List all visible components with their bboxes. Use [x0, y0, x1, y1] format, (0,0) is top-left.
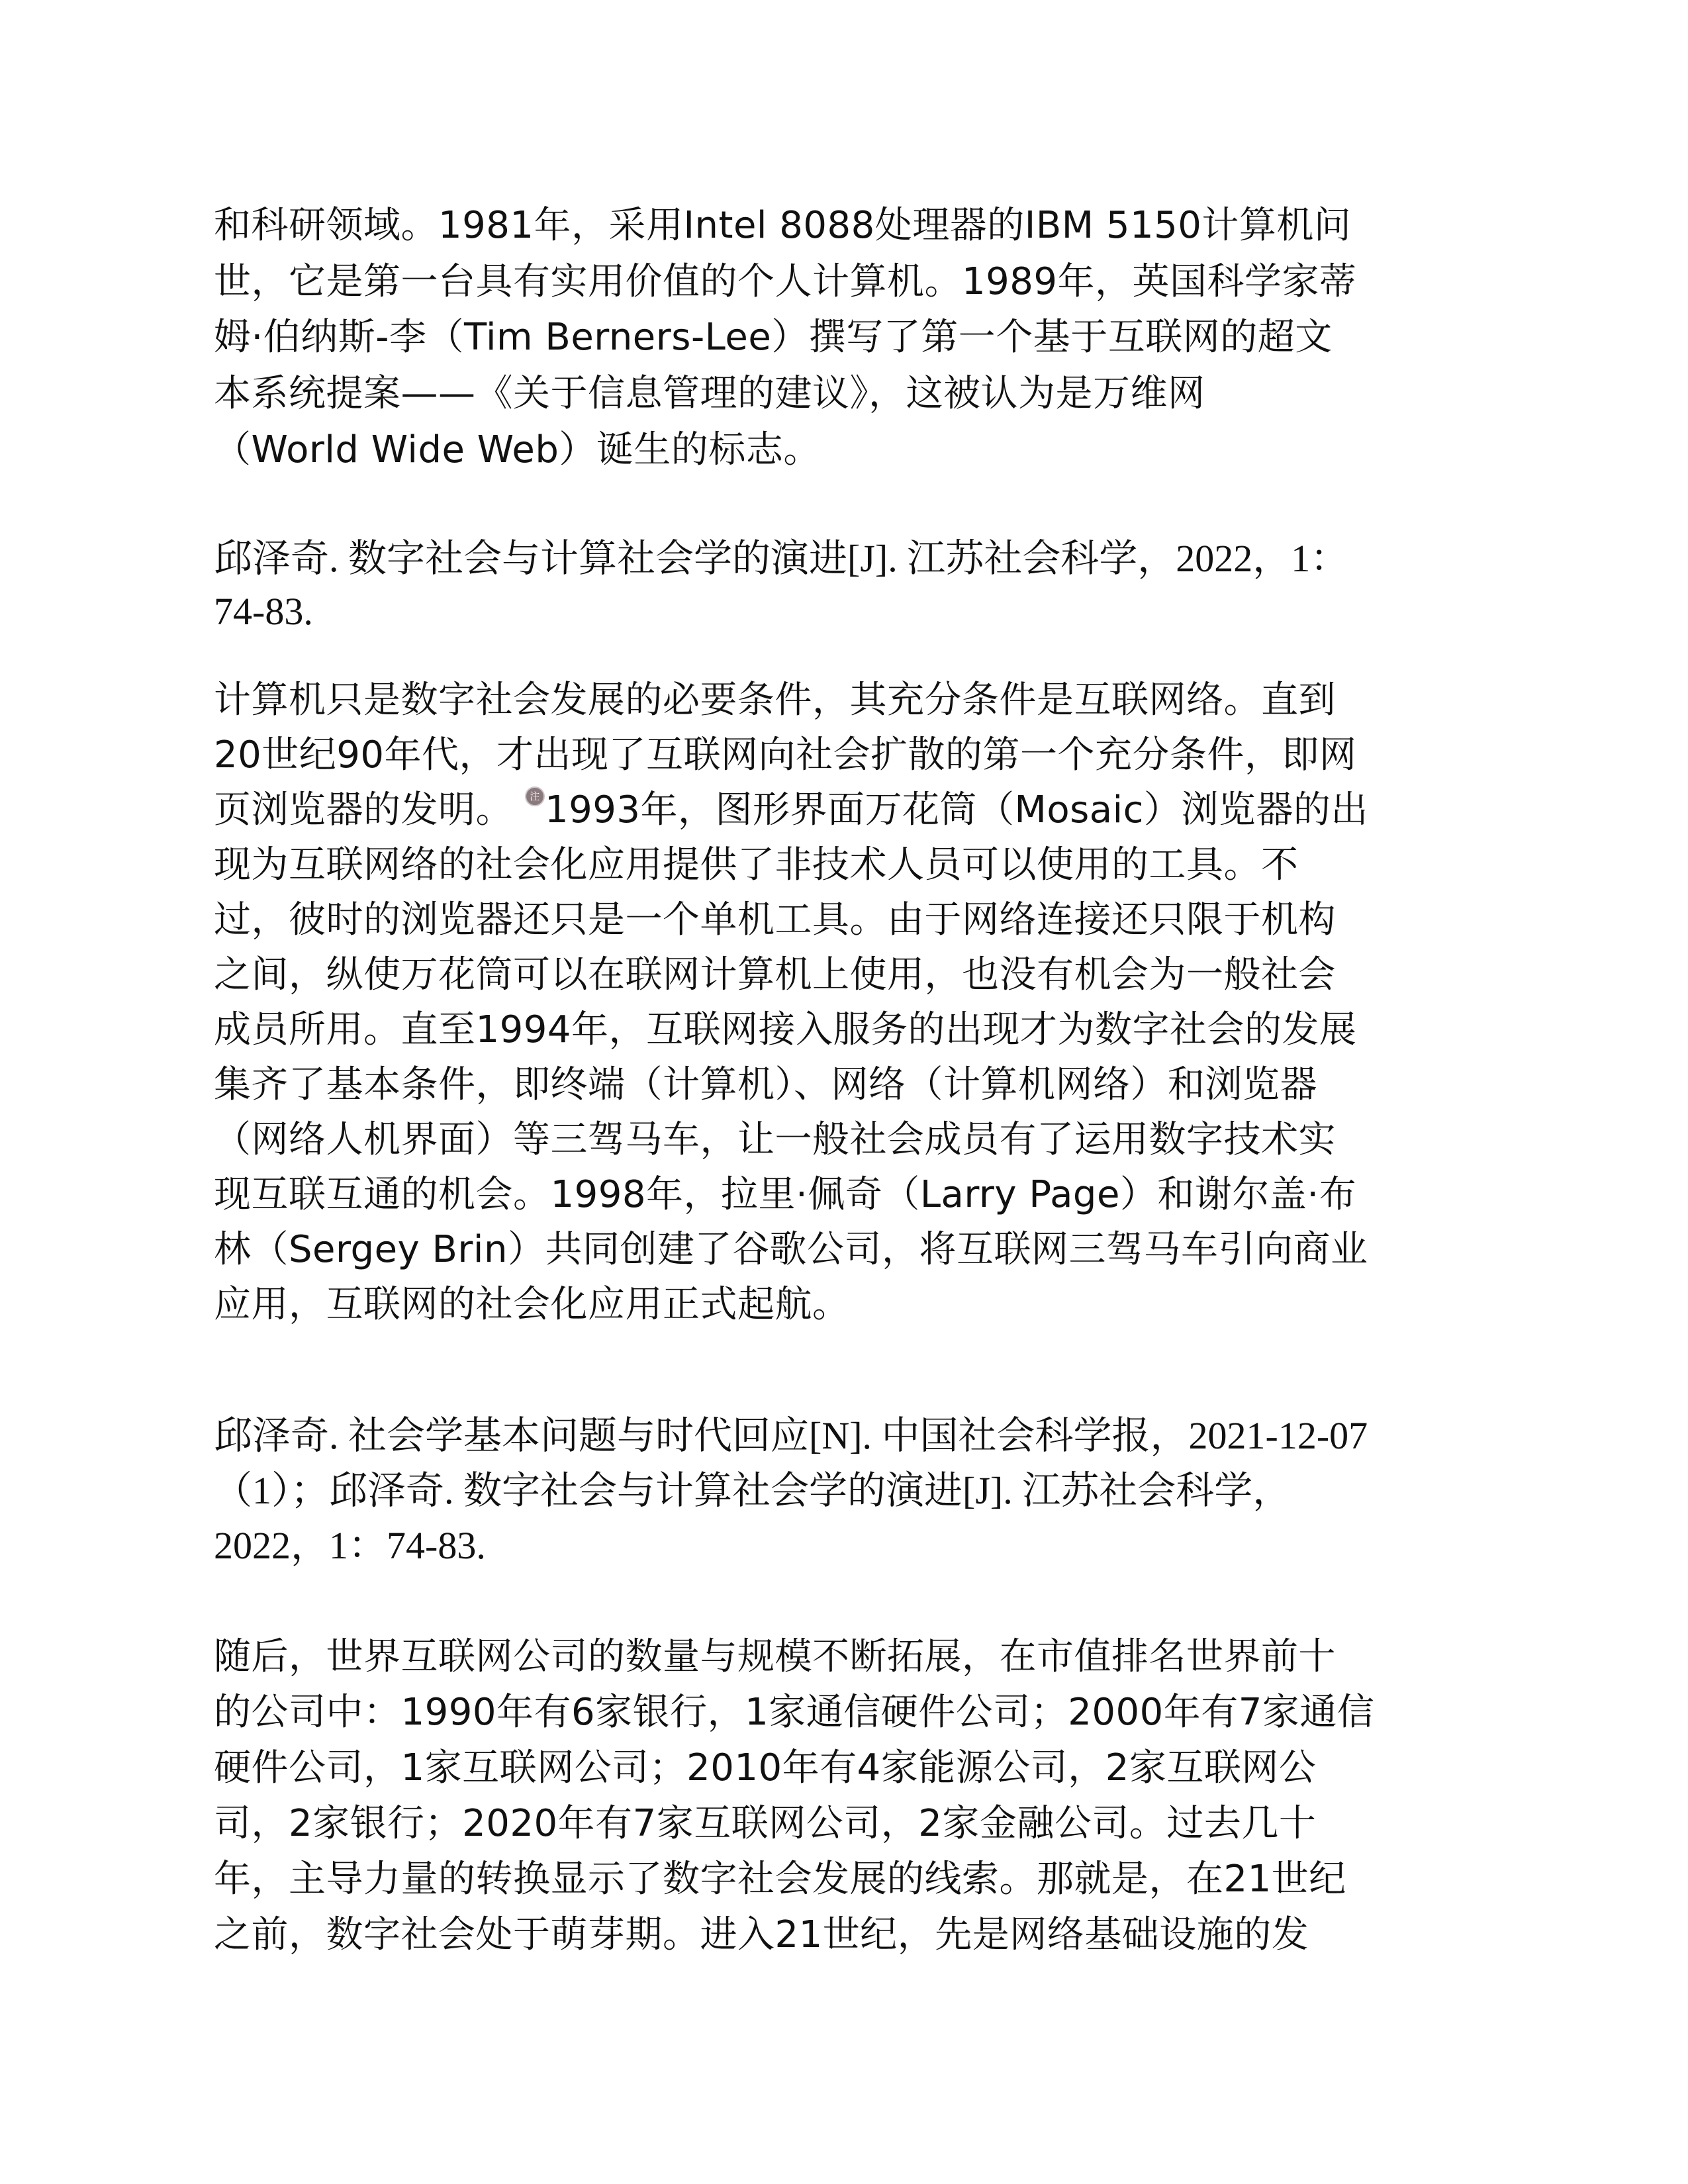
text-line: 成员所用。直至1994年，互联网接入服务的出现才为数字社会的发展 — [214, 1008, 1357, 1051]
text-line: 年，主导力量的转换显示了数字社会发展的线索。那就是，在21世纪 — [214, 1858, 1346, 1901]
citation-line: 邱泽奇. 数字社会与计算社会学的演进[J]. 江苏社会科学，2022，1： — [214, 537, 1349, 580]
text-line: 过，彼时的浏览器还只是一个单机工具。由于网络连接还只限于机构 — [214, 898, 1336, 941]
text-line: 计算机只是数字社会发展的必要条件，其充分条件是互联网络。直到 — [214, 679, 1336, 722]
text-line: 随后，世界互联网公司的数量与规模不断拓展，在市值排名世界前十 — [214, 1635, 1336, 1678]
footnote-note-icon[interactable]: 注 — [525, 786, 545, 806]
text-line: 集齐了基本条件，即终端（计算机）、网络（计算机网络）和浏览器 — [214, 1063, 1317, 1106]
text-line: 现为互联网络的社会化应用提供了非技术人员可以使用的工具。不 — [214, 843, 1299, 886]
citation-line: （1）；邱泽奇. 数字社会与计算社会学的演进[J]. 江苏社会科学， — [214, 1469, 1291, 1512]
text-line: 世，它是第一台具有实用价值的个人计算机。1989年，英国科学家蒂 — [214, 260, 1357, 303]
text-line: 林（Sergey Brin）共同创建了谷歌公司，将互联网三驾马车引向商业 — [214, 1228, 1368, 1271]
text-line: 本系统提案——《关于信息管理的建议》，这被认为是万维网 — [214, 372, 1205, 415]
text-line: （World Wide Web）诞生的标志。 — [214, 428, 821, 471]
citation-line: 2022，1：74-83. — [214, 1524, 486, 1567]
citation-line: 74-83. — [214, 590, 313, 633]
text-line: 姆·伯纳斯-李（Tim Berners-Lee）撰写了第一个基于互联网的超文 — [214, 316, 1333, 359]
text-line: 之间，纵使万花筒可以在联网计算机上使用，也没有机会为一般社会 — [214, 953, 1336, 996]
text-segment: 页浏览器的发明。 — [214, 788, 513, 831]
text-line: 应用，互联网的社会化应用正式起航。 — [214, 1283, 850, 1326]
text-line: 的公司中：1990年有6家银行，1家通信硬件公司；2000年有7家通信 — [214, 1691, 1375, 1734]
text-line: 20世纪90年代，才出现了互联网向社会扩散的第一个充分条件，即网 — [214, 734, 1357, 777]
text-line: 司，2家银行；2020年有7家互联网公司，2家金融公司。过去几十 — [214, 1802, 1317, 1845]
text-line: 之前，数字社会处于萌芽期。进入21世纪，先是网络基础设施的发 — [214, 1913, 1309, 1956]
text-line: 硬件公司，1家互联网公司；2010年有4家能源公司，2家互联网公 — [214, 1746, 1317, 1789]
text-segment: 1993年，图形界面万花筒（Mosaic）浏览器的出 — [545, 788, 1368, 831]
text-line — [214, 788, 1472, 831]
text-line: （网络人机界面）等三驾马车，让一般社会成员有了运用数字技术实 — [214, 1118, 1336, 1161]
citation-line: 邱泽奇. 社会学基本问题与时代回应[N]. 中国社会科学报，2021-12-07 — [214, 1414, 1368, 1457]
text-line: 现互联互通的机会。1998年，拉里·佩奇（Larry Page）和谢尔盖·布 — [214, 1173, 1357, 1216]
text-line: 和科研领域。1981年，采用Intel 8088处理器的IBM 5150计算机问 — [214, 204, 1352, 247]
